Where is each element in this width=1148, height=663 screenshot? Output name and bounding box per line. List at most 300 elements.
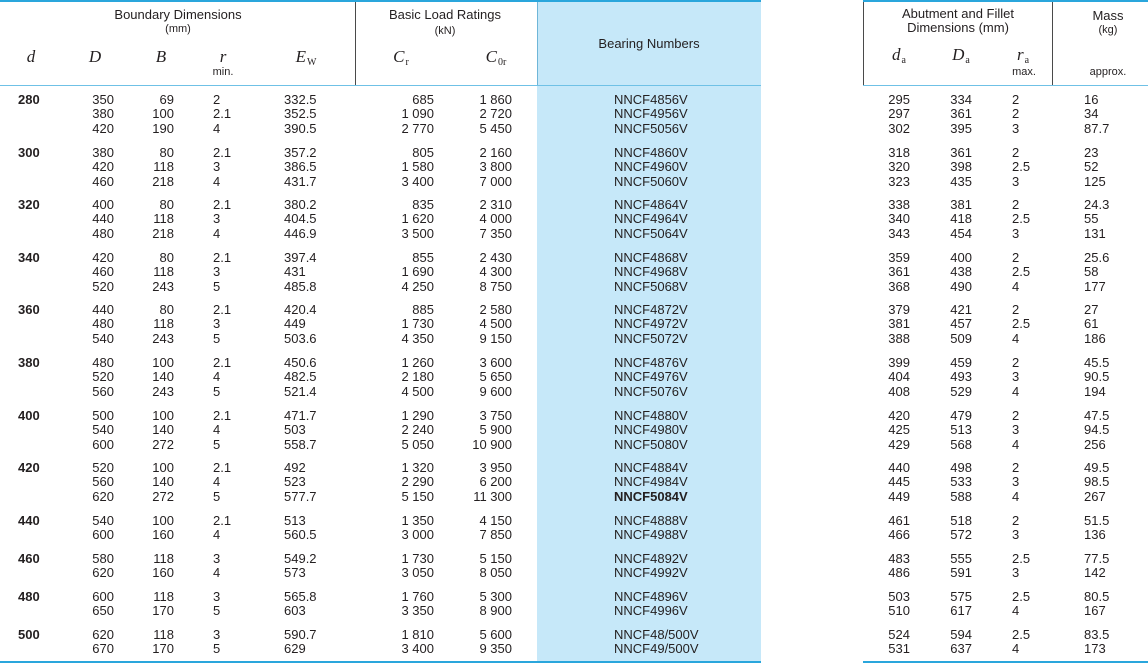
cell-mass: 27 (1084, 302, 1099, 317)
symbol-D: D (88, 47, 102, 66)
cell-da: 420 (888, 408, 910, 423)
cell-da: 486 (888, 565, 910, 581)
cell-cor: 2 310 (479, 197, 512, 212)
symbol-ra: $r_a$ (1016, 45, 1030, 66)
cell-da: 421 (950, 302, 972, 317)
col-cr (380, 356, 434, 399)
col-d (72, 146, 114, 189)
cell-ew: 549.2 (284, 551, 317, 566)
col-mass (1084, 146, 1124, 189)
cell-b: 118 (153, 211, 174, 227)
cell-b: 69 (159, 92, 174, 107)
bore-diameter: 280 (18, 92, 40, 107)
cell-r: 5 (213, 603, 221, 619)
cell-cr: 3 400 (401, 173, 434, 189)
cell-ew: 352.5 (284, 106, 317, 122)
cell-mass: 256 (1084, 436, 1106, 452)
cell-r: 2.1 (213, 145, 232, 160)
col-da (880, 146, 910, 189)
cell-d: 580 (92, 551, 114, 566)
cell-r: 3 (213, 211, 221, 227)
cell-da: 418 (950, 211, 972, 227)
col-d (72, 409, 114, 452)
cell-da: 490 (950, 278, 972, 294)
symbol-C0r: $C_{0r}$ (485, 47, 507, 68)
cell-ra: 2 (1012, 513, 1020, 528)
cell-b: 118 (153, 627, 174, 642)
col-d (72, 461, 114, 504)
cell-r: 3 (213, 627, 221, 642)
mass-unit: (kg) (1098, 24, 1118, 36)
col-da (942, 356, 972, 399)
col-b (138, 93, 174, 136)
cell-r: 2.1 (213, 460, 232, 475)
cell-r: 5 (213, 330, 221, 346)
symbol-d: d (26, 47, 36, 66)
cell-da: 617 (950, 603, 972, 619)
cell-mass: 125 (1084, 173, 1106, 189)
col-ew (284, 409, 334, 452)
cell-ra: 4 (1012, 278, 1020, 294)
cell-r: 4 (213, 120, 221, 136)
cell-r: 4 (213, 565, 221, 581)
cell-ew: 386.5 (284, 159, 317, 175)
col-num (614, 461, 724, 504)
cell-ra: 2 (1012, 197, 1020, 212)
col-da (880, 198, 910, 241)
cell-r: 5 (213, 488, 221, 504)
col-b (138, 356, 174, 399)
cell-d: 600 (92, 436, 114, 452)
col-b (138, 461, 174, 504)
col-num (614, 514, 724, 543)
col-cr (380, 628, 434, 657)
cell-r: 4 (213, 527, 221, 543)
cell-cr: 2 240 (401, 422, 434, 438)
col-ew (284, 590, 334, 619)
cell-da: 359 (888, 250, 910, 265)
bore-diameter: 440 (18, 513, 40, 528)
cell-d: 460 (92, 264, 114, 280)
cell-ew: 380.2 (284, 197, 317, 212)
cell-cor: 3 750 (479, 408, 512, 423)
cell-d: 620 (92, 488, 114, 504)
cell-num: NNCF4872V (614, 302, 688, 317)
cell-r: 2 (213, 92, 221, 107)
cell-cr: 2 290 (401, 474, 434, 490)
col-ra (1012, 590, 1042, 619)
cell-ew: 603 (284, 603, 306, 619)
cell-num: NNCF5064V (614, 225, 688, 241)
col-b (138, 303, 174, 346)
col-r (213, 628, 243, 657)
divider-load-bearing (537, 0, 538, 86)
cell-ra: 2.5 (1012, 551, 1031, 566)
header-bottom-rule-left (0, 85, 761, 86)
cell-cr: 1 810 (401, 627, 434, 642)
cell-cor: 7 350 (479, 225, 512, 241)
cell-ra: 4 (1012, 641, 1020, 657)
cell-mass: 131 (1084, 225, 1106, 241)
col-b (138, 590, 174, 619)
cell-cor: 9 150 (479, 330, 512, 346)
col-da (942, 628, 972, 657)
cell-ew: 397.4 (284, 250, 317, 265)
cell-num: NNCF4884V (614, 460, 688, 475)
cell-ra: 2 (1012, 460, 1020, 475)
cell-mass: 23 (1084, 145, 1099, 160)
bore-diameter: 460 (18, 551, 40, 566)
cell-cor: 11 300 (473, 488, 512, 504)
mass-title: Mass (1092, 8, 1124, 23)
cell-mass: 136 (1084, 527, 1106, 543)
col-mass (1084, 356, 1124, 399)
col-r (213, 198, 243, 241)
cell-d: 520 (92, 369, 114, 385)
cell-cr: 1 260 (401, 355, 434, 370)
header-top-rule-right (863, 0, 1148, 2)
col-cor (462, 93, 512, 136)
cell-d: 620 (92, 627, 114, 642)
col-num (614, 409, 724, 452)
cell-da: 343 (888, 225, 910, 241)
cell-b: 243 (152, 278, 174, 294)
cell-r: 4 (213, 369, 221, 385)
col-r (213, 552, 243, 581)
cell-mass: 77.5 (1084, 551, 1110, 566)
cell-b: 80 (159, 302, 174, 317)
cell-da: 483 (888, 551, 910, 566)
cell-r: 3 (213, 264, 221, 280)
col-mass (1084, 409, 1124, 452)
cell-ew: 390.5 (284, 120, 317, 136)
cell-ra: 2 (1012, 302, 1020, 317)
col-ra (1012, 303, 1042, 346)
col-num (614, 146, 724, 189)
col-cor (462, 356, 512, 399)
cell-da: 454 (950, 225, 972, 241)
cell-ew: 482.5 (284, 369, 317, 385)
cell-r: 3 (213, 159, 221, 175)
cell-da: 388 (888, 330, 910, 346)
cell-da: 637 (950, 641, 972, 657)
col-r (213, 146, 243, 189)
cell-d: 480 (92, 225, 114, 241)
cell-d: 620 (92, 565, 114, 581)
col-ra (1012, 146, 1042, 189)
cell-da: 466 (888, 527, 910, 543)
cell-ra: 2 (1012, 145, 1020, 160)
bore-diameter: 500 (18, 627, 40, 642)
cell-mass: 186 (1084, 330, 1106, 346)
cell-ra: 3 (1012, 369, 1020, 385)
cell-num: NNCF4964V (614, 211, 688, 227)
cell-da: 404 (888, 369, 910, 385)
cell-cor: 5 450 (479, 120, 512, 136)
cell-ra: 2 (1012, 106, 1020, 122)
col-da (880, 590, 910, 619)
cell-cor: 5 300 (479, 589, 512, 604)
cell-da: 323 (888, 173, 910, 189)
col-da (880, 409, 910, 452)
cell-cr: 685 (412, 92, 434, 107)
cell-r: 2.1 (213, 302, 232, 317)
cell-num: NNCF4960V (614, 159, 688, 175)
col-num (614, 628, 724, 657)
col-da (942, 552, 972, 581)
symbol-r-note: min. (212, 66, 234, 78)
cell-cor: 4 000 (479, 211, 512, 227)
col-b (138, 146, 174, 189)
col-cor (462, 198, 512, 241)
cell-cr: 805 (412, 145, 434, 160)
cell-b: 118 (153, 264, 174, 280)
cell-b: 160 (152, 527, 174, 543)
cell-ra: 2.5 (1012, 316, 1031, 332)
cell-da: 510 (888, 603, 910, 619)
cell-d: 560 (92, 474, 114, 490)
cell-d: 520 (92, 460, 114, 475)
col-r (213, 251, 243, 294)
col-r (213, 93, 243, 136)
col-da (942, 514, 972, 543)
cell-mass: 52 (1084, 159, 1099, 175)
cell-mass: 80.5 (1084, 589, 1110, 604)
col-ew (284, 198, 334, 241)
cell-da: 399 (888, 355, 910, 370)
cell-b: 118 (153, 159, 174, 175)
col-ew (284, 303, 334, 346)
cell-cr: 1 580 (401, 159, 434, 175)
cell-ra: 4 (1012, 383, 1020, 399)
col-da (942, 198, 972, 241)
cell-da: 459 (950, 355, 972, 370)
bore-diameter: 320 (18, 197, 40, 212)
symbol-mass-note: approx. (1089, 66, 1127, 78)
symbol-da: $d_a$ (892, 45, 906, 66)
col-ew (284, 146, 334, 189)
cell-b: 100 (152, 513, 174, 528)
cell-cr: 5 050 (401, 436, 434, 452)
cell-b: 140 (152, 474, 174, 490)
cell-d: 650 (92, 603, 114, 619)
col-da (880, 93, 910, 136)
cell-num: NNCF4864V (614, 197, 688, 212)
cell-ew: 503 (284, 422, 306, 438)
cell-r: 2.1 (213, 513, 232, 528)
cell-cr: 885 (412, 302, 434, 317)
col-ra (1012, 409, 1042, 452)
cell-cor: 4 150 (479, 513, 512, 528)
cell-cor: 3 800 (479, 159, 512, 175)
cell-num: NNCF4892V (614, 551, 688, 566)
cell-r: 4 (213, 225, 221, 241)
col-r (213, 514, 243, 543)
cell-mass: 173 (1084, 641, 1106, 657)
cell-b: 140 (152, 369, 174, 385)
col-da (880, 628, 910, 657)
cell-ra: 2 (1012, 355, 1020, 370)
bore-diameter: 400 (18, 408, 40, 423)
cell-d: 540 (92, 422, 114, 438)
cell-da: 379 (888, 302, 910, 317)
col-ew (284, 514, 334, 543)
divider-boundary-load (355, 0, 356, 86)
cell-da: 320 (888, 159, 910, 175)
cell-r: 5 (213, 641, 221, 657)
cell-num: NNCF4888V (614, 513, 688, 528)
cell-cr: 1 730 (401, 316, 434, 332)
col-cr (380, 146, 434, 189)
cell-cr: 1 730 (401, 551, 434, 566)
cell-d: 600 (92, 589, 114, 604)
cell-da: 493 (950, 369, 972, 385)
cell-cor: 2 720 (479, 106, 512, 122)
col-da (942, 146, 972, 189)
col-ew (284, 356, 334, 399)
cell-b: 243 (152, 330, 174, 346)
cell-r: 4 (213, 422, 221, 438)
cell-ew: 503.6 (284, 330, 317, 346)
cell-da: 479 (950, 408, 972, 423)
cell-b: 118 (153, 589, 174, 604)
cell-da: 555 (950, 551, 972, 566)
col-b (138, 628, 174, 657)
cell-cor: 9 600 (479, 383, 512, 399)
col-cor (462, 409, 512, 452)
col-num (614, 198, 724, 241)
cell-da: 503 (888, 589, 910, 604)
cell-da: 524 (888, 627, 910, 642)
cell-da: 513 (950, 422, 972, 438)
cell-da: 457 (950, 316, 972, 332)
col-b (138, 514, 174, 543)
cell-ra: 3 (1012, 474, 1020, 490)
col-r (213, 461, 243, 504)
cell-mass: 47.5 (1084, 408, 1110, 423)
cell-ra: 2 (1012, 250, 1020, 265)
cell-d: 380 (92, 106, 114, 122)
cell-b: 190 (152, 120, 174, 136)
col-num (614, 590, 724, 619)
cell-mass: 25.6 (1084, 250, 1110, 265)
cell-b: 140 (152, 422, 174, 438)
cell-cr: 2 180 (401, 369, 434, 385)
cell-mass: 55 (1084, 211, 1099, 227)
cell-num: NNCF4968V (614, 264, 688, 280)
cell-mass: 94.5 (1084, 422, 1110, 438)
col-num (614, 93, 724, 136)
col-da (942, 251, 972, 294)
cell-cor: 8 900 (479, 603, 512, 619)
cell-cor: 4 500 (479, 316, 512, 332)
cell-b: 100 (152, 460, 174, 475)
col-cor (462, 514, 512, 543)
col-cr (380, 198, 434, 241)
cell-r: 2.1 (213, 408, 232, 423)
cell-cr: 1 690 (401, 264, 434, 280)
cell-cor: 4 300 (479, 264, 512, 280)
cell-da: 395 (950, 120, 972, 136)
col-da (942, 461, 972, 504)
cell-ew: 629 (284, 641, 306, 657)
col-ra (1012, 552, 1042, 581)
cell-d: 420 (92, 159, 114, 175)
col-b (138, 198, 174, 241)
cell-da: 435 (950, 173, 972, 189)
cell-num: NNCF5072V (614, 330, 688, 346)
cell-ra: 2 (1012, 408, 1020, 423)
cell-ew: 565.8 (284, 589, 317, 604)
col-cr (380, 409, 434, 452)
cell-mass: 45.5 (1084, 355, 1110, 370)
cell-num: NNCF5068V (614, 278, 688, 294)
cell-r: 2.1 (213, 106, 232, 122)
cell-num: NNCF4992V (614, 565, 688, 581)
cell-cor: 5 600 (479, 627, 512, 642)
cell-ew: 560.5 (284, 527, 317, 543)
abutment-title-line2: Dimensions (mm) (907, 20, 1009, 35)
cell-r: 3 (213, 316, 221, 332)
cell-cr: 4 250 (401, 278, 434, 294)
cell-mass: 61 (1084, 316, 1099, 332)
col-d (72, 552, 114, 581)
cell-cor: 2 430 (479, 250, 512, 265)
cell-cr: 5 150 (401, 488, 434, 504)
col-ra (1012, 93, 1042, 136)
cell-d: 560 (92, 383, 114, 399)
col-ra (1012, 251, 1042, 294)
cell-ra: 2.5 (1012, 627, 1031, 642)
col-num (614, 251, 724, 294)
cell-cr: 855 (412, 250, 434, 265)
cell-cr: 1 090 (401, 106, 434, 122)
cell-b: 100 (152, 355, 174, 370)
cell-b: 243 (152, 383, 174, 399)
cell-cor: 7 850 (479, 527, 512, 543)
col-d (72, 628, 114, 657)
cell-mass: 16 (1084, 92, 1099, 107)
cell-num: NNCF4876V (614, 355, 688, 370)
cell-da: 591 (950, 565, 972, 581)
cell-da: 338 (888, 197, 910, 212)
cell-cor: 5 150 (479, 551, 512, 566)
cell-num: NNCF4980V (614, 422, 688, 438)
col-b (138, 251, 174, 294)
cell-num: NNCF4976V (614, 369, 688, 385)
boundary-dimensions-unit: (mm) (165, 23, 191, 35)
cell-num: NNCF5084V (614, 488, 688, 504)
col-ra (1012, 514, 1042, 543)
col-mass (1084, 514, 1124, 543)
bore-diameter: 480 (18, 589, 40, 604)
cell-d: 420 (92, 250, 114, 265)
cell-d: 440 (92, 211, 114, 227)
col-num (614, 356, 724, 399)
cell-ew: 485.8 (284, 278, 317, 294)
cell-ra: 3 (1012, 565, 1020, 581)
col-cr (380, 552, 434, 581)
cell-mass: 98.5 (1084, 474, 1110, 490)
cell-mass: 49.5 (1084, 460, 1110, 475)
cell-r: 2.1 (213, 250, 232, 265)
cell-ew: 558.7 (284, 436, 317, 452)
load-ratings-title: Basic Load Ratings (388, 7, 501, 22)
cell-b: 100 (152, 408, 174, 423)
cell-cor: 7 000 (479, 173, 512, 189)
cell-mass: 24.3 (1084, 197, 1110, 212)
cell-num: NNCF48/500V (614, 627, 699, 642)
